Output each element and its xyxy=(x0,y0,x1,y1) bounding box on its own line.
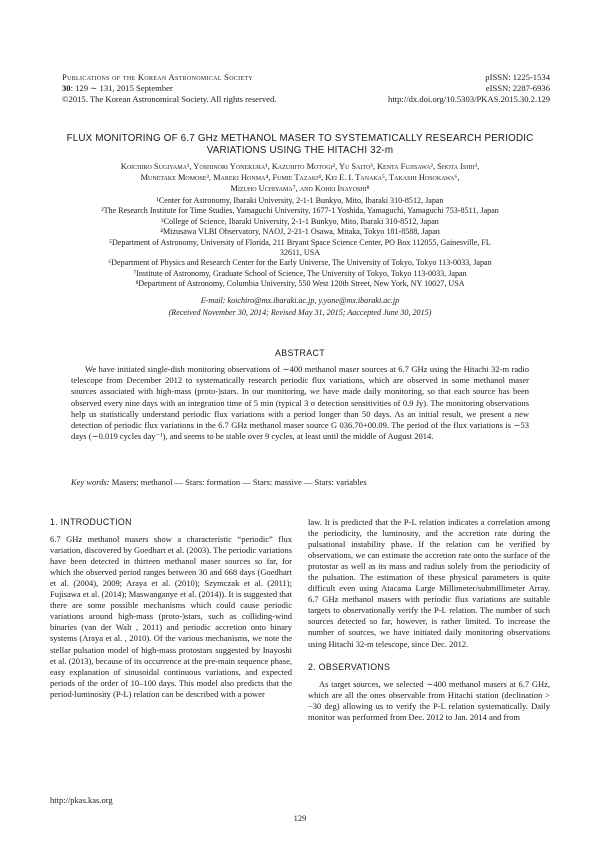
abstract-text: We have initiated single-dish monitoring observations of ∼400 methanol maser sources at 6.7 GHz using the Hitachi 32-m radio telescope from December 2012 to systematically research periodic flux variations, which are observed in some methanol maser sources associated with high-mass (proto-)stars. In our monitoring, we have made daily monitoring, so that each source has been observed every nine days with an integration time of 5 min (typical 3 σ detection sensitivities of 0.9 Jy). The monitoring observations help us statistically understand periodic flux variations with a period longer than 50 days. As an initial result, we present a new detection of periodic flux variations in the 6.7 GHz methanol maser source G 036.70+00.09. The period of the flux variations is ∼53 days (∼0.019 cycles day⁻¹), and seems to be stable over 9 cycles, at least until the middle of August 2014. xyxy=(71,364,529,442)
keywords-text: Masers: methanol — Stars: formation — Stars: massive — Stars: variables xyxy=(111,477,367,487)
doi-link[interactable]: http://dx.doi.org/10.5303/PKAS.2015.30.2.129 xyxy=(388,94,550,105)
received-dates: (Received November 30, 2014; Revised May 31, 2015; Aaccepted June 30, 2015) xyxy=(168,308,432,317)
author-line: Munetake Momose³, Mareki Honma⁴, Fumie Tazaki⁴, Kei E. I. Tanaka⁵, Takashi Hosokawa⁶, xyxy=(140,173,460,182)
abstract-heading: ABSTRACT xyxy=(274,348,326,358)
keywords xyxy=(71,477,529,488)
affiliation: ²The Research Institute for Time Studies, Yamaguchi University, 1677-1 Yoshida, Yamaguchi, Yamaguchi 753-8511, Japan xyxy=(101,206,499,216)
paper-title xyxy=(40,133,560,157)
right-column xyxy=(308,517,550,723)
journal-name: Publications of the Korean Astronomical Society xyxy=(62,72,254,82)
journal-identifiers xyxy=(310,72,550,106)
introduction-continued-text: law. It is predicted that the P-L relation indicates a correlation among the periodicity, the luminosity, and the accretion rate during the pulsational instability phase. If the relation can be verified by observations, we can estimate the accretion rate onto the surface of the protostar as well as its mass and radius solely from the periodicity of the pulsation. The estimation of these physical parameters is quite difficult even using Atacama Large Millimeter/submillimeter Array. 6.7 GHz methanol masers with periodic flux variations are suitable targets to observationally verify the P-L relation. The number of such sources detected so far, however, is rather limited. To increase the number of sources, we have initiated daily monitoring observations using Hitachi 32-m telescope, since Dec. 2012. xyxy=(308,517,550,649)
eissn: eISSN: 2287-6936 xyxy=(485,83,550,94)
author-list xyxy=(48,161,552,194)
author-line: Koichiro Sugiyama¹, Yoshinori Yonekura¹, Kazuhito Motogi², Yu Saito³, Kenta Fujisawa², Shota Ishii³, xyxy=(120,162,480,171)
affiliation: ⁸Department of Astronomy, Columbia University, 550 West 120th Street, New York, NY 10027, USA xyxy=(135,279,465,289)
affiliation: ⁵Department of Astronomy, University of Florida, 211 Bryant Space Science Center, PO Box 112055, Gainesville, FL xyxy=(109,237,491,247)
affiliation: ³College of Science, Ibaraki University, 2-1-1 Bunkyo, Mito, Ibaraki 310-8512, Japan xyxy=(161,216,439,226)
introduction-text: 6.7 GHz methanol masers show a characteristic “periodic” flux variation, discovered by Goedhart et al. (2003). The periodic variations have been detected in thirteen methanol maser sources so far, for which the observed period ranges between 30 and 668 days (Goedhart et al. (2004), 2009; Araya et al. (2010); Szymczak et al. (2011); Fujisawa et al. (2014); Maswanganye et al. (2014)). It is suggested that there are some possible mechanisms which could cause periodic variations around high-mass (proto-)stars, such as colliding-wind binaries (van der Walt , 2011) and periodic accretion onto binary systems (Araya et al. , 2010). Of the various mechanisms, we note the stellar pulsation model of high-mass protostars suggested by Inayoshi et al. (2013), because of its occurrence at the pre-main sequence phase, easy explanation of sinusoidal continuous variations, and expected periods of the order of 10–100 days. This model also predicts that the period-luminosity (P-L) relation can be described with a power xyxy=(50,534,293,699)
page-number: 129 xyxy=(293,813,307,823)
journal-issue-text: : 129 ∼ 131, 2015 September xyxy=(70,83,173,94)
title-line: FLUX MONITORING OF 6.7 GHz METHANOL MASER TO SYSTEMATICALLY RESEARCH PERIODIC xyxy=(66,133,534,144)
author-line: Mizuho Uchiyama⁷, and Kohei Inayoshi⁸ xyxy=(230,184,370,193)
journal-issue xyxy=(62,83,352,94)
journal-copyright: ©2015. The Korean Astronomical Society. All rights reserved. xyxy=(62,94,277,105)
affiliation: ¹Center for Astronomy, Ibaraki University, 2-1-1 Bunkyo, Mito, Ibaraki 310-8512, Japan xyxy=(156,196,444,205)
affiliation: ⁷Institute of Astronomy, Graduate School of Science, The University of Tokyo, Tokyo 113-0033, Japan xyxy=(133,268,467,278)
affiliation: ⁴Mizusawa VLBI Observatory, NAOJ, 2-21-1 Osawa, Mitaka, Tokyo 181-8588, Japan xyxy=(160,227,440,237)
title-line: VARIATIONS USING THE HITACHI 32-m xyxy=(206,145,394,157)
observations-text: As target sources, we selected ∼400 methanol masers at 6.7 GHz, which are all the ones observable from Hitachi station (declination > −30 deg) allowing us to verify the P-L relation systematically. Daily monitor was performed from Dec. 2012 to Jan. 2014 and from xyxy=(308,678,550,722)
journal-volume: 30 xyxy=(62,83,71,94)
section-heading-introduction: 1. INTRODUCTION xyxy=(50,517,132,527)
pissn: pISSN: 1225-1534 xyxy=(485,72,550,82)
keywords-label: Key words: xyxy=(71,477,110,487)
contact-block xyxy=(40,295,560,319)
affiliation: ⁶Department of Physics and Research Center for the Early Universe, The University of Tokyo, Tokyo 113-0033, Japan xyxy=(108,258,492,268)
email-line[interactable]: E-mail: koichiro@mx.ibaraki.ac.jp, y.yone@mx.ibaraki.ac.jp xyxy=(200,296,400,305)
left-column xyxy=(50,517,292,700)
affiliation-list xyxy=(36,196,564,290)
journal-info xyxy=(62,72,352,106)
affiliation: 32611, USA xyxy=(279,248,321,258)
footer-url[interactable]: http://pkas.kas.org xyxy=(50,795,113,805)
section-heading-observations: 2. OBSERVATIONS xyxy=(308,661,391,672)
